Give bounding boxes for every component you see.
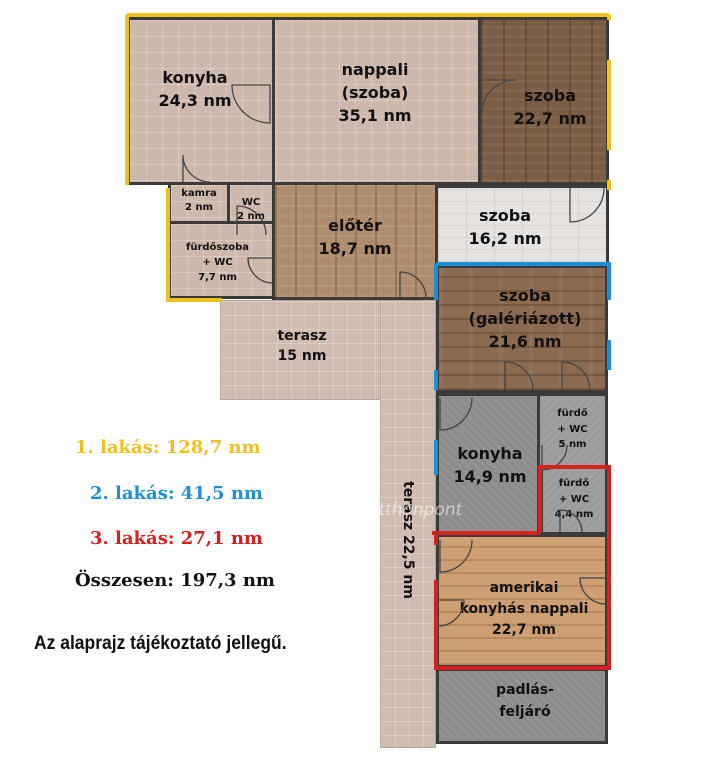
room-nappali-label: nappali (szoba) 35,1 nm — [338, 60, 412, 126]
room-szoba-galeriazott-label: szoba (galériázott) 21,6 nm — [468, 286, 582, 352]
legend-flat2: 2. lakás: 41,5 nm — [90, 483, 263, 504]
room-szoba-22-7-label: szoba 22,7 nm — [513, 86, 587, 129]
legend-total: Összesen: 197,3 nm — [75, 570, 275, 591]
room-eloter-label: előtér 18,7 nm — [318, 216, 392, 259]
watermark: otthonpont — [368, 500, 463, 520]
room-amerikai-label: amerikai konyhás nappali 22,7 nm — [459, 580, 589, 638]
room-kamra-label: kamra 2 nm — [181, 188, 217, 213]
room-furdo-5-label: fürdő + WC 5 nm — [557, 408, 588, 450]
room-furdo-4-4-label: fürdő + WC 4,4 nm — [554, 478, 594, 520]
room-wc-label: WC 2 nm — [237, 197, 265, 222]
room-padlas-label: padlás- feljáró — [496, 682, 554, 720]
legend-flat3: 3. lakás: 27,1 nm — [90, 528, 263, 549]
room-furdoszoba-label: fürdőszoba + WC 7,7 nm — [186, 242, 249, 283]
room-terasz-22-label: terasz 22,5 nm — [400, 481, 416, 599]
room-konyha-14-9-label: konyha 14,9 nm — [453, 444, 527, 487]
disclaimer-note: Az alaprajz tájékoztató jellegű. — [34, 633, 287, 654]
legend-flat1: 1. lakás: 128,7 nm — [75, 437, 261, 458]
room-konyha-24-label: konyha 24,3 nm — [158, 68, 232, 111]
room-terasz-15-label: terasz 15 nm — [277, 328, 327, 365]
room-szoba-16-2-label: szoba 16,2 nm — [468, 206, 542, 249]
